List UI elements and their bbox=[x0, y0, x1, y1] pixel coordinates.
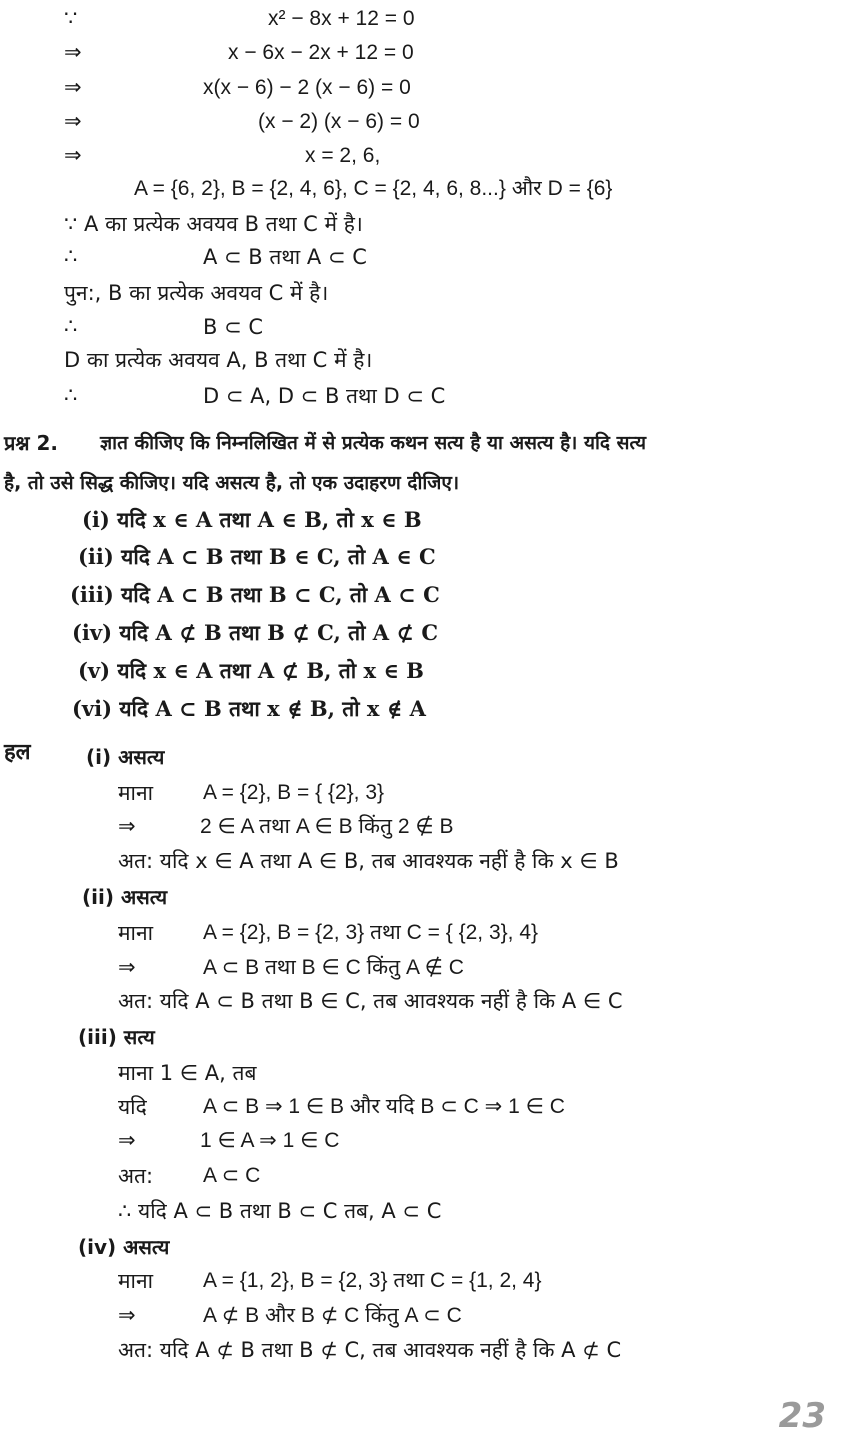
page-number: 23 bbox=[778, 1396, 826, 1436]
solution-keyword: माना bbox=[118, 781, 154, 805]
solution-line: A ⊂ B ⇒ 1 ∈ B और यदि B ⊂ C ⇒ 1 ∈ C bbox=[203, 1095, 565, 1118]
solution-line: A ⊂ C bbox=[203, 1164, 261, 1187]
solution-line: A = {2}, B = { {2}, 3} bbox=[203, 781, 385, 804]
question-text-line2: है, तो उसे सिद्ध कीजिए। यदि असत्य है, तो एक उदाहरण दीजिए। bbox=[4, 472, 460, 494]
solution-line: 2 ∈ A तथा A ∈ B किंतु 2 ∉ B bbox=[200, 815, 454, 838]
since-symbol: ∵ bbox=[64, 7, 78, 30]
solution-part-heading: (iii) सत्य bbox=[78, 1025, 155, 1049]
equation-line: x = 2, 6, bbox=[305, 144, 381, 167]
equation-line: x(x − 6) − 2 (x − 6) = 0 bbox=[203, 76, 411, 99]
reasoning-line: D का प्रत्येक अवयव A, B तथा C में है। bbox=[64, 348, 373, 372]
reasoning-line: ∵ A का प्रत्येक अवयव B तथा C में है। bbox=[64, 212, 363, 236]
reasoning-line: D ⊂ A, D ⊂ B तथा D ⊂ C bbox=[203, 384, 446, 408]
question-item: (vi) यदि A ⊂ B तथा x ∉ B, तो x ∉ A bbox=[72, 696, 426, 721]
question-item: (i) यदि x ∈ A तथा A ∈ B, तो x ∈ B bbox=[82, 507, 422, 532]
implies-symbol: ⇒ bbox=[118, 815, 136, 838]
equation-line: x² − 8x + 12 = 0 bbox=[268, 7, 415, 30]
solution-label: हल bbox=[4, 740, 31, 765]
solution-line: A = {1, 2}, B = {2, 3} तथा C = {1, 2, 4} bbox=[203, 1269, 542, 1292]
solution-line: A = {2}, B = {2, 3} तथा C = { {2, 3}, 4} bbox=[203, 921, 539, 944]
implies-symbol: ⇒ bbox=[64, 144, 82, 167]
question-item: (iv) यदि A ⊄ B तथा B ⊄ C, तो A ⊄ C bbox=[72, 620, 439, 645]
implies-symbol: ⇒ bbox=[64, 110, 82, 133]
solution-line: माना 1 ∈ A, तब bbox=[118, 1061, 257, 1085]
question-item: (ii) यदि A ⊂ B तथा B ∈ C, तो A ∈ C bbox=[78, 544, 436, 569]
implies-symbol: ⇒ bbox=[118, 1304, 136, 1327]
solution-conclusion: अत: यदि x ∈ A तथा A ∈ B, तब आवश्यक नहीं है कि x ∈ B bbox=[118, 849, 619, 873]
solution-line: A ⊂ B तथा B ∈ C किंतु A ∉ C bbox=[203, 956, 464, 979]
solution-keyword: माना bbox=[118, 1269, 154, 1293]
question-item: (iii) यदि A ⊂ B तथा B ⊂ C, तो A ⊂ C bbox=[70, 582, 440, 607]
solution-conclusion: अत: यदि A ⊂ B तथा B ∈ C, तब आवश्यक नहीं है कि A ∈ C bbox=[118, 989, 623, 1013]
solution-conclusion: अत: यदि A ⊄ B तथा B ⊄ C, तब आवश्यक नहीं है कि A ⊄ C bbox=[118, 1338, 622, 1362]
solution-keyword: अत: bbox=[118, 1164, 154, 1188]
question-item: (v) यदि x ∈ A तथा A ⊄ B, तो x ∈ B bbox=[78, 658, 424, 683]
reasoning-line: पुन:, B का प्रत्येक अवयव C में है। bbox=[64, 281, 329, 305]
question-text-line1: ज्ञात कीजिए कि निम्नलिखित में से प्रत्येक कथन सत्य है या असत्य है। यदि सत्य bbox=[100, 432, 647, 454]
implies-symbol: ⇒ bbox=[118, 1129, 136, 1152]
solution-keyword: माना bbox=[118, 921, 154, 945]
sets-definition: A = {6, 2}, B = {2, 4, 6}, C = {2, 4, 6, 8...} और D = {6} bbox=[134, 177, 613, 200]
therefore-symbol: ∴ bbox=[64, 384, 78, 407]
reasoning-line: B ⊂ C bbox=[203, 315, 264, 339]
equation-line: (x − 2) (x − 6) = 0 bbox=[258, 110, 420, 133]
solution-line: 1 ∈ A ⇒ 1 ∈ C bbox=[200, 1129, 340, 1152]
solution-conclusion: ∴ यदि A ⊂ B तथा B ⊂ C तब, A ⊂ C bbox=[118, 1199, 442, 1223]
solution-part-heading: (i) असत्य bbox=[86, 745, 165, 769]
solution-part-heading: (iv) असत्य bbox=[78, 1235, 170, 1259]
implies-symbol: ⇒ bbox=[118, 956, 136, 979]
solution-part-heading: (ii) असत्य bbox=[82, 885, 168, 909]
reasoning-line: A ⊂ B तथा A ⊂ C bbox=[203, 245, 367, 269]
therefore-symbol: ∴ bbox=[64, 245, 78, 268]
implies-symbol: ⇒ bbox=[64, 41, 82, 64]
equation-line: x − 6x − 2x + 12 = 0 bbox=[228, 41, 414, 64]
therefore-symbol: ∴ bbox=[64, 315, 78, 338]
solution-line: A ⊄ B और B ⊄ C किंतु A ⊂ C bbox=[203, 1304, 462, 1327]
implies-symbol: ⇒ bbox=[64, 76, 82, 99]
question-label: प्रश्न 2. bbox=[4, 431, 58, 455]
solution-keyword: यदि bbox=[118, 1095, 147, 1119]
